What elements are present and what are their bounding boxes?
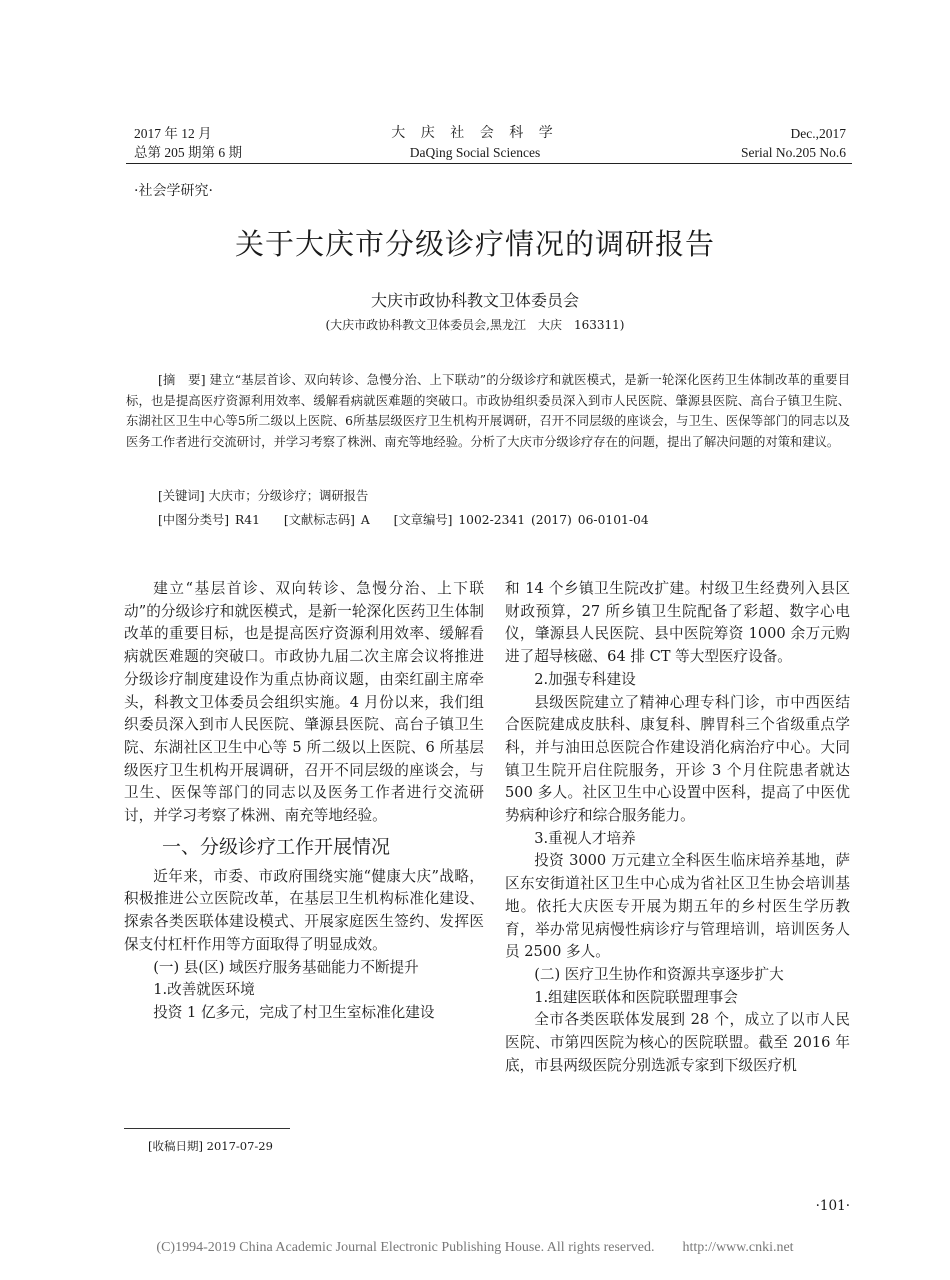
section-label: ·社会学研究·	[134, 183, 213, 199]
subsection-heading: 1.组建医联体和医院联盟理事会	[534, 988, 738, 1006]
journal-name-cn: 大 庆 社 会 科 学	[391, 126, 559, 141]
paragraph: 和 14 个乡镇卫生院改扩建。村级卫生经费列入县区财政预算，27 所乡镇卫生院配备了彩超、数字心电仪，肇源县人民医院、县中医院筹资 1000 余万元购进了超导核磁、64 排 CT 等大型医疗设备。	[505, 580, 850, 666]
document-code: [文献标志码] A	[283, 513, 370, 527]
paragraph: 全市各类医联体发展到 28 个，成立了以市人民医院、市第四医院为核心的医院联盟。截至 2016 年底，市县两级医院分别选派专家到下级医疗机	[505, 1011, 850, 1074]
subsection-heading: 1.改善就医环境	[153, 981, 255, 999]
body-column-right	[505, 578, 850, 1077]
copyright-notice: (C)1994-2019 China Academic Journal Electronic Publishing House. All rights reserved. http://www.cnki.net	[156, 1240, 794, 1255]
classification-line	[158, 510, 667, 528]
section-heading: 一、分级诊疗工作开展情况	[162, 835, 391, 858]
article-number: [文章编号] 1002-2341 (2017) 06-0101-04	[393, 513, 649, 527]
subsection-heading: 3.重视人才培养	[534, 829, 636, 847]
paragraph: 投资 3000 万元建立全科医生临床培养基地，萨区东安街道社区卫生中心成为省社区卫生协会培训基地。依托大庆医专开展为期五年的乡村医生学历教育，举办常见病慢性病诊疗与管理培训，培训医务人员 2500 多人。	[505, 852, 850, 961]
header-date-en: Dec.,2017	[790, 126, 846, 141]
subsection-heading: (一) 县(区) 域医疗服务基础能力不断提升	[153, 958, 419, 976]
abstract: [摘 要] 建立“基层首诊、双向转诊、急慢分治、上下联动”的分级诊疗和就医模式，是新一轮深化医药卫生体制改革的重要目标，也是提高医疗资源利用效率、缓解看病就医难题的突破口。市政协组织委员深入到市人民医院、肇源县医院、高台子镇卫生院、东湖社区卫生中心等5所二级以上医院、6所基层级医疗卫生机构开展调研，召开不同层级的座谈会，与卫生、医保等部门的同志以及医务工作者进行交流研讨，并学习考察了株洲、南充等地经验。分析了大庆市分级诊疗存在的问题，提出了解决问题的对策和建议。	[126, 373, 850, 449]
footnote-divider	[124, 1128, 290, 1129]
header-issue: 总第 205 期第 6 期	[134, 145, 242, 160]
paragraph: 建立“基层首诊、双向转诊、急慢分治、上下联动”的分级诊疗和就医模式，是新一轮深化医药卫生体制改革的重要目标，也是提高医疗资源利用效率、缓解看病就医难题的突破口。市政协九届二次主席会议将推进分级诊疗制度建设作为重点协商议题，由栾红副主席牵头，科教文卫体委员会组织实施。4 月份以来，我们组织委员深入到市人民医院、肇源县医院、高台子镇卫生院、东湖社区卫生中心等 5 所二级以上医院、6 所基层级医疗卫生机构开展调研，召开不同层级的座谈会，与卫生、医保等部门的同志以及医务工作者进行交流研讨，并学习考察了株洲、南充等地经验。	[124, 580, 484, 825]
paragraph: 投资 1 亿多元，完成了村卫生室标准化建设	[153, 1003, 435, 1021]
body-column-left	[124, 578, 484, 1025]
paragraph: 县级医院建立了精神心理专科门诊，市中西医结合医院建成皮肤科、康复科、脾胃科三个省级重点学科，并与油田总医院合作建设消化病治疗中心。大同镇卫生院开启住院服务，开诊 3 个月住院患者就达 500 多人。社区卫生中心设置中医科，提高了中医优势病种诊疗和综合服务能力。	[505, 693, 850, 825]
header-right	[741, 124, 846, 162]
header-divider	[126, 163, 852, 164]
article-author: 大庆市政协科教文卫体委员会	[370, 291, 579, 310]
received-date: [收稿日期] 2017-07-29	[148, 1139, 273, 1153]
article-title: 关于大庆市分级诊疗情况的调研报告	[234, 227, 715, 261]
header-serial-en: Serial No.205 No.6	[741, 145, 846, 160]
header-date: 2017 年 12 月	[134, 126, 212, 141]
header-center	[360, 124, 590, 162]
clc-number: [中图分类号] R41	[158, 513, 260, 527]
author-affiliation: (大庆市政协科教文卫体委员会,黑龙江 大庆 163311)	[325, 318, 625, 332]
journal-name-en: DaQing Social Sciences	[409, 145, 541, 160]
page-number: ·101·	[815, 1198, 850, 1214]
header-left	[134, 124, 242, 162]
subsection-heading: 2.加强专科建设	[534, 670, 636, 688]
paragraph: 近年来，市委、市政府围绕实施“健康大庆”战略，积极推进公立医院改革，在基层卫生机构标准化建设、探索各类医联体建设模式、开展家庭医生签约、发挥医保支付杠杆作用等方面取得了明显成效。	[124, 867, 484, 953]
keywords: [关键词] 大庆市；分级诊疗；调研报告	[158, 489, 369, 503]
subsection-heading: (二) 医疗卫生协作和资源共享逐步扩大	[534, 965, 784, 983]
